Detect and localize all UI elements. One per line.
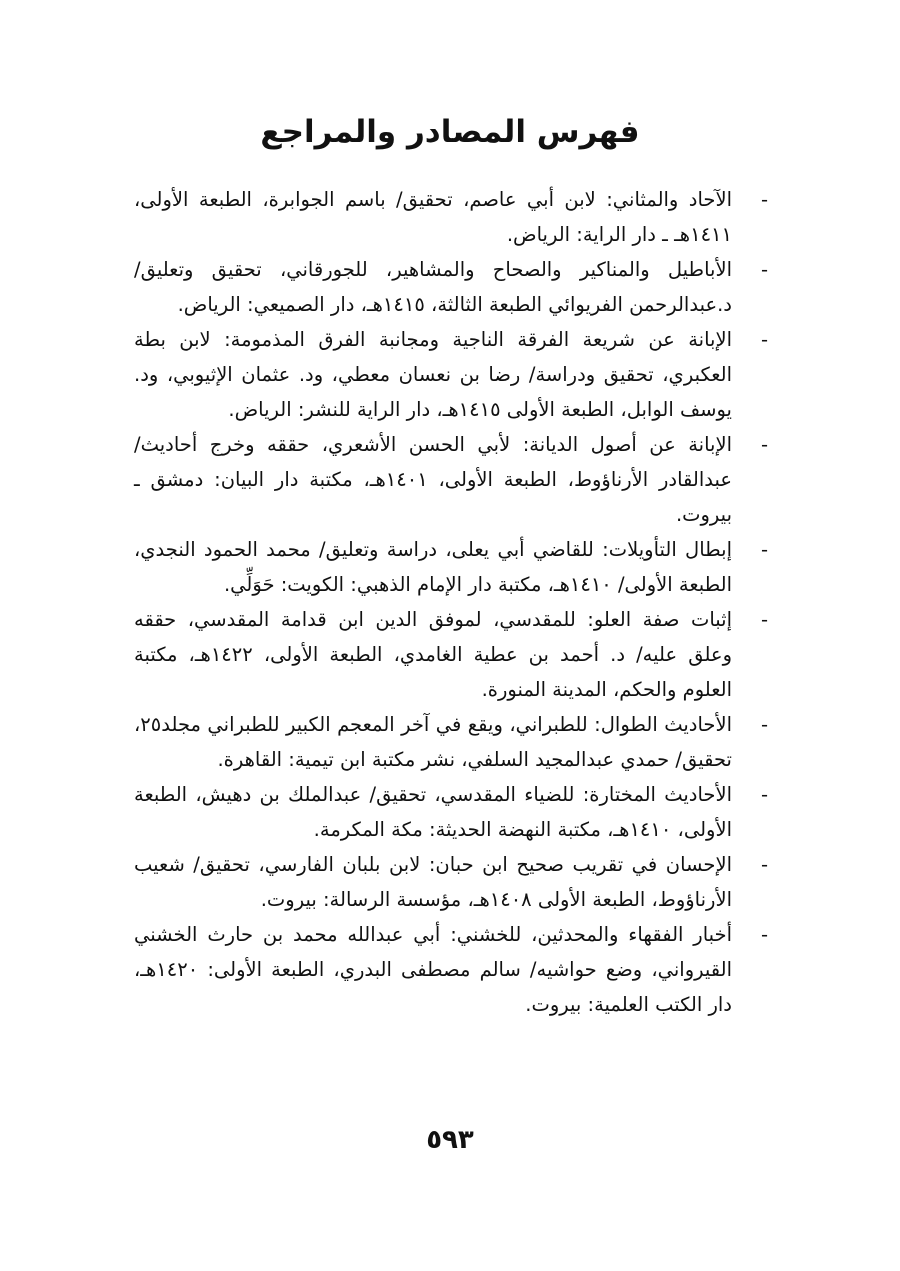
reference-item — [134, 427, 768, 532]
dash-bullet: - — [760, 713, 768, 736]
reference-text: الإبانة عن شريعة الفرقة الناجية ومجانبة الفرق المذمومة: لابن بطة العكبري، تحقيق ودراسة/ رضا بن نعسان معطي، ود. عثمان الإثيوبي، ود. يوسف الوابل، الطبعة الأولى ١٤١٥هـ، دار الراية للنشر: الرياض. — [134, 328, 732, 421]
dash-bullet: - — [760, 923, 768, 946]
reference-text: إثبات صفة العلو: للمقدسي، لموفق الدين ابن قدامة المقدسي، حققه وعلق عليه/ د. أحمد بن عطية الغامدي، الطبعة الأولى، ١٤٢٢هـ، مكتبة العلوم والحكم، المدينة المنورة. — [134, 608, 732, 701]
reference-item — [134, 532, 768, 602]
dash-bullet: - — [760, 258, 768, 281]
reference-item — [134, 847, 768, 917]
reference-text: الأباطيل والمناكير والصحاح والمشاهير، للجورقاني، تحقيق وتعليق/ د.عبدالرحمن الفريوائي الطبعة الثالثة، ١٤١٥هـ، دار الصميعي: الرياض. — [134, 258, 732, 316]
dash-bullet: - — [760, 538, 768, 561]
reference-item — [134, 602, 768, 707]
reference-item — [134, 707, 768, 777]
reference-text: الأحاديث الطوال: للطبراني، ويقع في آخر المعجم الكبير للطبراني مجلد٢٥، تحقيق/ حمدي عبدالمجيد السلفي، نشر مكتبة ابن تيمية: القاهرة. — [134, 713, 732, 771]
dash-bullet: - — [760, 328, 768, 351]
reference-text: الأحاديث المختارة: للضياء المقدسي، تحقيق/ عبدالملك بن دهيش، الطبعة الأولى، ١٤١٠هـ، مكتبة النهضة الحديثة: مكة المكرمة. — [134, 783, 732, 841]
dash-bullet: - — [760, 783, 768, 806]
reference-text: أخبار الفقهاء والمحدثين، للخشني: أبي عبدالله محمد بن حارث الخشني القيرواني، وضع حواشيه/ سالم مصطفى البدري، الطبعة الأولى: ١٤٢٠هـ، دار الكتب العلمية: بيروت. — [134, 923, 732, 1016]
dash-bullet: - — [760, 433, 768, 456]
reference-item — [134, 182, 768, 252]
reference-item — [134, 917, 768, 1022]
page-title: فهرس المصادر والمراجع — [260, 114, 640, 150]
reference-text: الإحسان في تقريب صحيح ابن حبان: لابن بلبان الفارسي، تحقيق/ شعيب الأرناؤوط، الطبعة الأولى ١٤٠٨هـ، مؤسسة الرسالة: بيروت. — [134, 853, 732, 911]
dash-bullet: - — [760, 608, 768, 631]
reference-text: الإبانة عن أصول الديانة: لأبي الحسن الأشعري، حققه وخرج أحاديث/ عبدالقادر الأرناؤوط، الطبعة الأولى، ١٤٠١هـ، مكتبة دار البيان: دمشق ـ بيروت. — [134, 433, 732, 526]
dash-bullet: - — [760, 853, 768, 876]
page-number: ٥٩٣ — [426, 1125, 474, 1155]
reference-text: إبطال التأويلات: للقاضي أبي يعلى، دراسة وتعليق/ محمد الحمود النجدي، الطبعة الأولى/ ١٤١٠هـ، مكتبة دار الإمام الذهبي: الكويت: حَوَلِّي. — [134, 538, 732, 596]
reference-item — [134, 252, 768, 322]
reference-item — [134, 322, 768, 427]
dash-bullet: - — [760, 188, 768, 211]
references-list — [134, 182, 768, 1022]
reference-item — [134, 777, 768, 847]
reference-text: الآحاد والمثاني: لابن أبي عاصم، تحقيق/ باسم الجوابرة، الطبعة الأولى، ١٤١١هـ ـ دار الراية: الرياض. — [134, 188, 732, 246]
